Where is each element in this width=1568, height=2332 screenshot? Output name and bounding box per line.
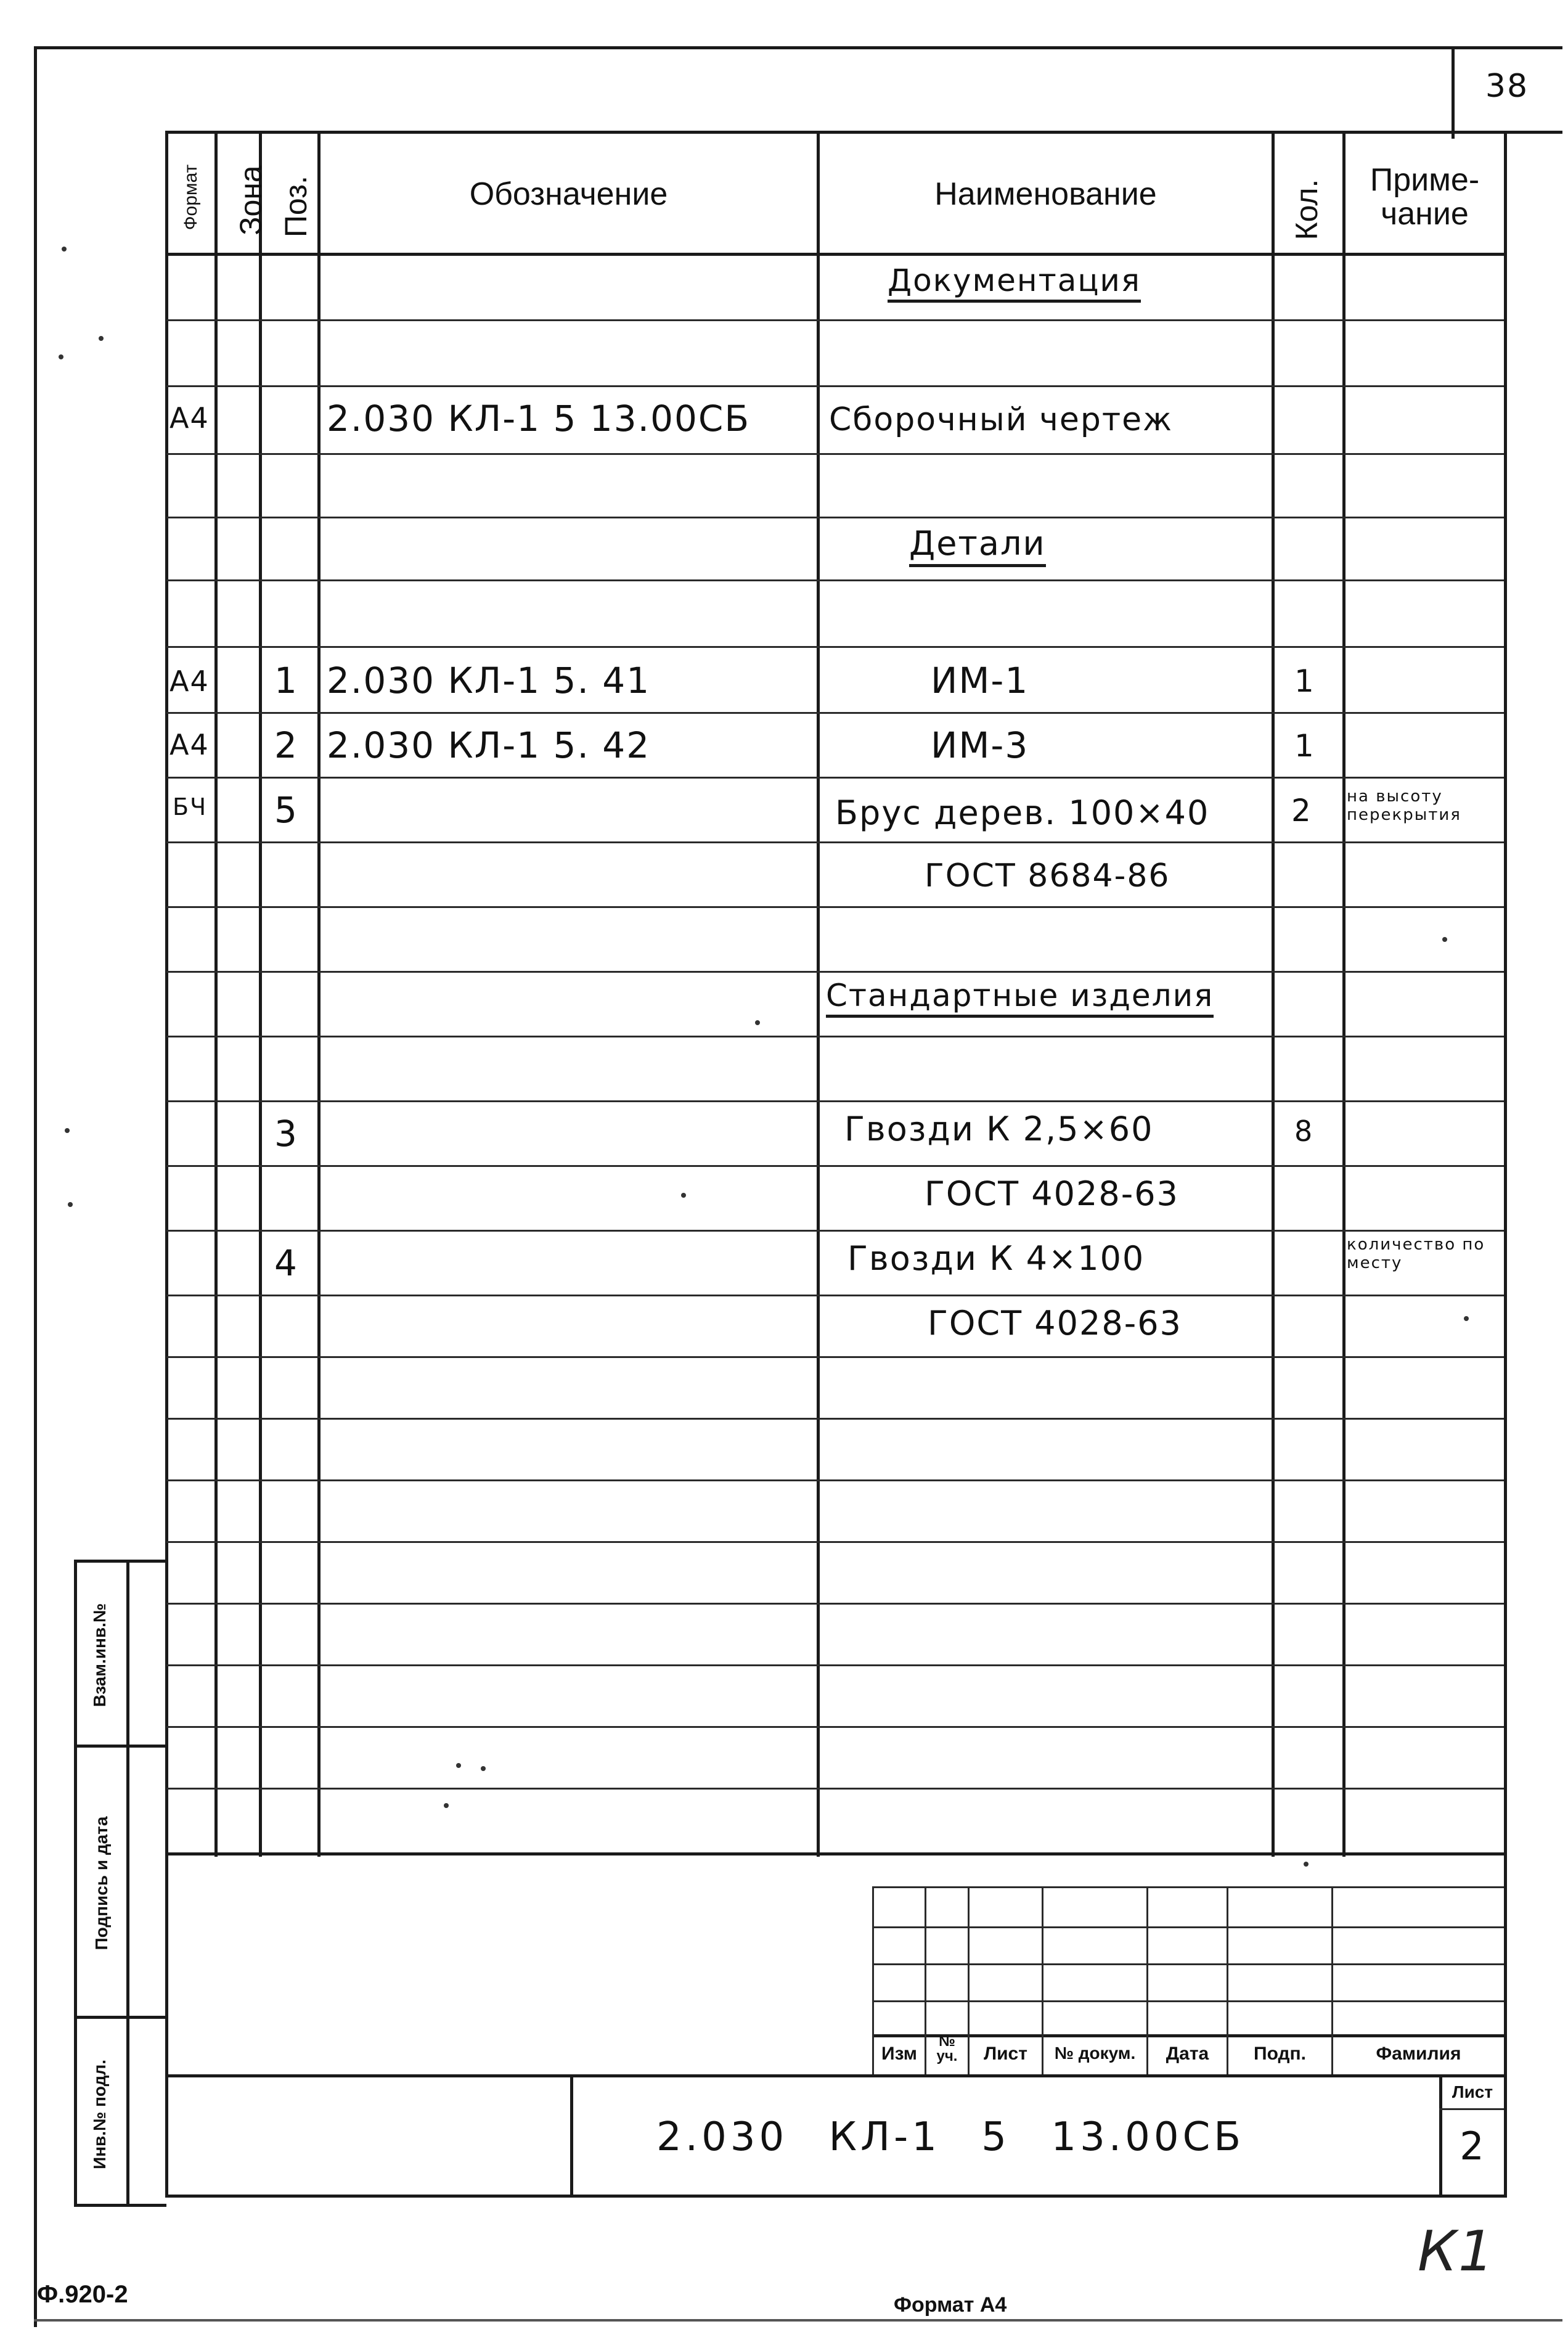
row-line [166, 646, 1504, 648]
title-col-izm: Изм [881, 2044, 917, 2064]
row-name: Гвозди К 4×100 [847, 1239, 1145, 1278]
row-line [166, 971, 1504, 973]
row-line [166, 517, 1504, 518]
row-name: Брус дерев. 100×40 [835, 793, 1210, 832]
row-quantity: 8 [1294, 1115, 1314, 1148]
row-format: А4 [169, 401, 210, 435]
row-line [166, 1664, 1504, 1666]
row-name: ГОСТ 4028-63 [925, 1174, 1179, 1213]
scan-speck [1304, 1862, 1309, 1867]
col-sep-pos [317, 131, 321, 1857]
row-line [166, 1165, 1504, 1167]
side-stamp-line [74, 1745, 166, 1748]
table-left-border [165, 131, 168, 1857]
row-quantity: 1 [1294, 663, 1315, 699]
sheet-box-line [1439, 2108, 1504, 2110]
table-right-border [1504, 131, 1507, 2196]
scan-speck [59, 354, 63, 359]
row-position: 3 [274, 1113, 298, 1155]
scan-speck [681, 1193, 686, 1198]
row-quantity: 1 [1294, 728, 1315, 764]
title-col-surname: Фамилия [1376, 2044, 1461, 2064]
scan-speck [481, 1766, 486, 1771]
title-col-list: Лист [984, 2044, 1027, 2064]
revision-grid-line [872, 1886, 1504, 1888]
side-stamp-line [74, 2204, 166, 2207]
scan-speck [99, 336, 104, 341]
scan-speck [1464, 1316, 1469, 1321]
title-block-left-border [165, 1852, 168, 2198]
row-line [166, 1036, 1504, 1037]
row-line [166, 1356, 1504, 1358]
col-sep-designation [817, 131, 820, 1857]
side-stamp-border [126, 1560, 129, 2207]
document-designation: 2.030 КЛ-1 5 13.00СБ [656, 2114, 1245, 2160]
section-documentation: Документация [888, 265, 1141, 303]
page-number-box-edge [1452, 46, 1455, 139]
row-name: ИМ-3 [931, 724, 1029, 766]
row-position: 4 [274, 1242, 298, 1284]
row-position: 1 [274, 660, 298, 702]
handwritten-initials: К1 [1418, 2219, 1495, 2284]
row-position: 5 [274, 789, 298, 831]
row-line [166, 1603, 1504, 1605]
header-name: Наименование [934, 176, 1157, 212]
row-line [166, 1726, 1504, 1728]
title-block-bottom-border [166, 2195, 1507, 2198]
col-sep-qty [1342, 131, 1345, 1857]
title-block-bottom-strip [166, 2074, 1504, 2077]
row-name: ГОСТ 4028-63 [928, 1304, 1182, 1343]
row-format: А4 [169, 665, 210, 698]
row-position: 2 [274, 724, 298, 766]
col-sep-format [214, 131, 218, 1857]
row-quantity: 2 [1291, 793, 1312, 828]
row-line [166, 777, 1504, 779]
scan-speck [444, 1803, 449, 1808]
scan-speck [456, 1763, 461, 1768]
designation-box-left [570, 2074, 573, 2198]
format-label: Формат А4 [894, 2293, 1007, 2317]
row-line [166, 453, 1504, 455]
header-bottom-border [166, 253, 1504, 256]
scan-speck [65, 1128, 70, 1133]
row-name: ГОСТ 8684-86 [925, 857, 1170, 894]
row-designation: 2.030 КЛ-1 5 13.00СБ [327, 398, 751, 440]
title-col-num-uch: № уч. [936, 2033, 958, 2064]
header-designation: Обозначение [469, 176, 668, 212]
scan-speck [1442, 937, 1447, 942]
side-label-inv-replace: Взам.инв.№ [90, 1603, 109, 1708]
sheet-label: Лист [1452, 2082, 1493, 2101]
side-stamp-border [74, 1560, 77, 2207]
revision-grid-line [872, 1926, 1504, 1928]
row-format: А4 [169, 728, 210, 761]
side-label-inv-original: Инв.№ подл. [90, 2060, 109, 2170]
revision-grid-line [872, 1963, 1504, 1965]
header-zone: Зона [234, 165, 268, 235]
row-name: ИМ-1 [931, 660, 1029, 702]
revision-grid-line [872, 2000, 1504, 2002]
row-designation: 2.030 КЛ-1 5. 42 [327, 724, 651, 766]
row-line [166, 1295, 1504, 1296]
row-line [166, 579, 1504, 581]
scan-speck [755, 1020, 760, 1025]
bottom-edge [34, 2319, 1562, 2322]
header-quantity: Кол. [1289, 179, 1324, 240]
title-col-date: Дата [1166, 2044, 1209, 2064]
row-note: количество по месту [1347, 1235, 1485, 1272]
table-bottom-border [166, 1852, 1504, 1855]
section-standard-items: Стандартные изделия [826, 980, 1214, 1018]
side-label-sign-date: Подпись и дата [92, 1816, 111, 1950]
row-note: на высоту перекрытия [1347, 787, 1461, 824]
row-line [166, 319, 1504, 321]
header-note: Приме- чание [1370, 162, 1480, 232]
title-col-signature: Подп. [1254, 2044, 1306, 2064]
header-format: Формат [181, 164, 201, 231]
page-number: 38 [1485, 68, 1529, 105]
scan-speck [68, 1202, 73, 1207]
row-name: Сборочный чертеж [829, 401, 1173, 438]
row-line [166, 712, 1504, 714]
row-line [166, 385, 1504, 387]
section-details: Детали [909, 527, 1046, 567]
form-code: Ф.920-2 [37, 2281, 128, 2308]
scan-speck [62, 247, 67, 252]
row-line [166, 906, 1504, 908]
row-line [166, 1100, 1504, 1102]
row-line [166, 1479, 1504, 1481]
row-name: Гвозди К 2,5×60 [844, 1110, 1154, 1148]
row-line [166, 1788, 1504, 1790]
top-edge [34, 46, 1562, 49]
col-sep-name [1272, 131, 1275, 1857]
row-designation: 2.030 КЛ-1 5. 41 [327, 660, 651, 702]
side-stamp-line [74, 1560, 166, 1563]
row-line [166, 841, 1504, 843]
row-line [166, 1541, 1504, 1543]
sheet-number: 2 [1460, 2124, 1485, 2169]
header-position: Поз. [279, 176, 313, 237]
row-line [166, 1230, 1504, 1232]
table-top-border [166, 131, 1562, 134]
left-binding-edge [34, 46, 37, 2327]
side-stamp-line [74, 2016, 166, 2019]
title-col-doc-num: № докум. [1054, 2044, 1136, 2063]
col-sep-zone [259, 131, 262, 1857]
row-line [166, 1418, 1504, 1420]
row-format: БЧ [173, 793, 208, 820]
